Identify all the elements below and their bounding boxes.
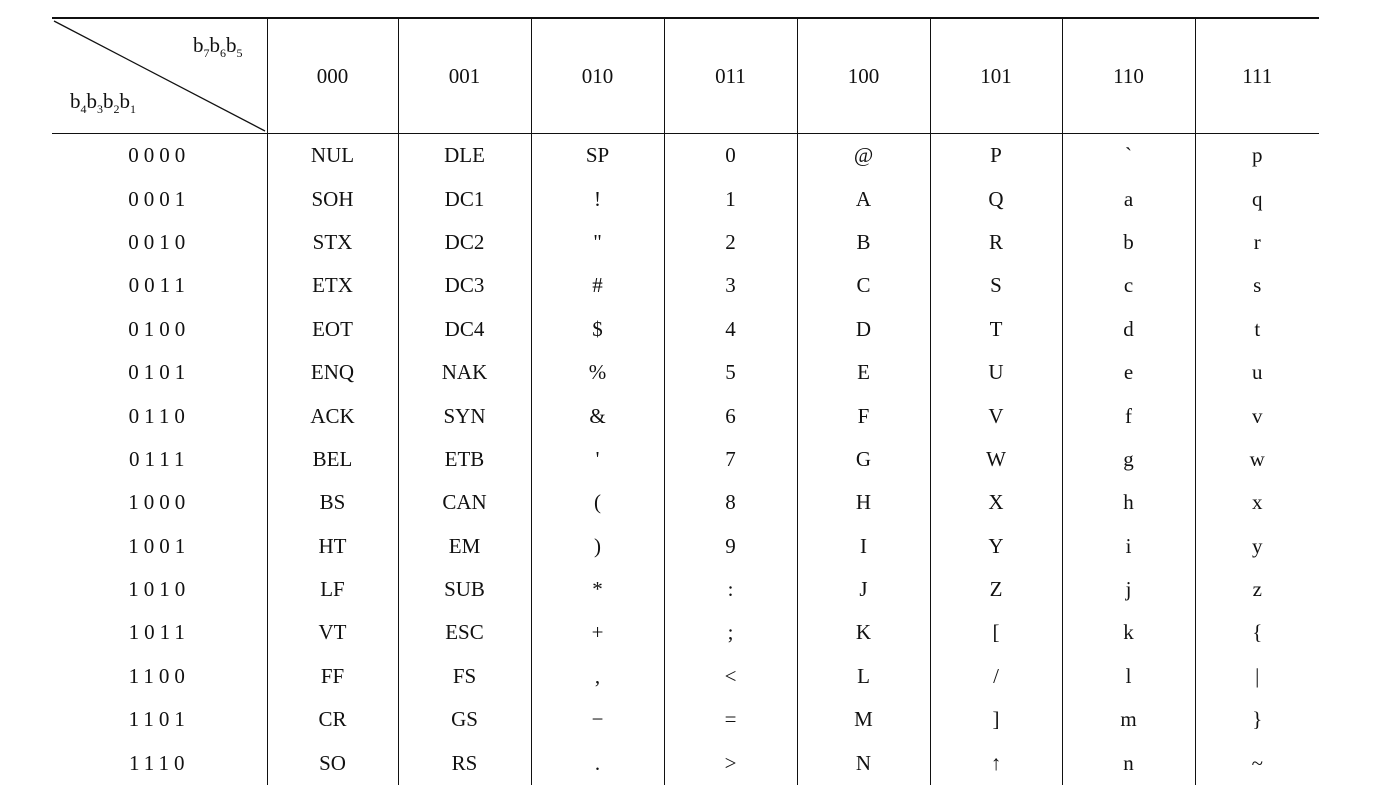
table-cell: $	[531, 308, 664, 351]
table-cell: C	[797, 264, 930, 307]
table-cell: v	[1252, 403, 1263, 428]
table-cell: )	[531, 525, 664, 568]
table-cell: U	[930, 351, 1062, 394]
table-cell: L	[797, 655, 930, 698]
table-row	[52, 698, 1319, 741]
table-cell: N	[797, 741, 930, 784]
table-cell: e	[1062, 351, 1195, 394]
table-cell: %	[531, 351, 664, 394]
table-cell: w	[1249, 446, 1265, 471]
table-cell: J	[797, 568, 930, 611]
table-cell: Z	[930, 568, 1062, 611]
table-cell: BEL	[267, 438, 398, 481]
table-row	[52, 611, 1319, 654]
table-row	[52, 741, 1319, 784]
table-cell: m	[1062, 698, 1195, 741]
table-cell: 7	[664, 438, 797, 481]
header-row	[52, 18, 1319, 134]
table-cell: SUB	[398, 568, 531, 611]
table-cell: Q	[930, 177, 1062, 220]
row-label: 0000	[52, 134, 267, 178]
table-cell: 4	[664, 308, 797, 351]
table-cell: SP	[531, 134, 664, 178]
table-cell: ~	[1251, 750, 1263, 775]
table-cell: d	[1062, 308, 1195, 351]
table-row	[52, 221, 1319, 264]
table-cell: F	[797, 394, 930, 437]
table-cell: y	[1252, 533, 1263, 558]
table-cell: !	[531, 177, 664, 220]
table-row	[52, 438, 1319, 481]
table-cell: EM	[398, 525, 531, 568]
table-cell: h	[1062, 481, 1195, 524]
table-cell: b	[1062, 221, 1195, 264]
table-cell: a	[1062, 177, 1195, 220]
table-cell: M	[797, 698, 930, 741]
table-cell: SO	[267, 741, 398, 784]
table-cell: STX	[267, 221, 398, 264]
table-cell: NAK	[398, 351, 531, 394]
table-cell: −	[531, 698, 664, 741]
table-cell: /	[930, 655, 1062, 698]
table-row	[52, 655, 1319, 698]
table-cell: I	[797, 525, 930, 568]
table-cell: 6	[664, 394, 797, 437]
column-header: 101	[930, 18, 1062, 134]
table-cell: CR	[267, 698, 398, 741]
table-cell: ;	[664, 611, 797, 654]
row-label: 1010	[52, 568, 267, 611]
table-row	[52, 134, 1319, 178]
ascii-code-table	[52, 17, 1319, 785]
table-cell: T	[930, 308, 1062, 351]
table-cell: 9	[664, 525, 797, 568]
table-row	[52, 177, 1319, 220]
table-cell: #	[531, 264, 664, 307]
table-cell: k	[1062, 611, 1195, 654]
table-cell: FF	[267, 655, 398, 698]
low-bits-label: $b_4b_3b_2b_1$	[70, 88, 136, 116]
table-cell: Y	[930, 525, 1062, 568]
table-cell: DC2	[398, 221, 531, 264]
table-cell: ↑	[930, 741, 1062, 784]
table-cell: ]	[930, 698, 1062, 741]
table-cell: r	[1253, 229, 1261, 254]
table-cell: G	[797, 438, 930, 481]
table-row	[52, 264, 1319, 307]
table-cell: BS	[267, 481, 398, 524]
table-cell: LF	[267, 568, 398, 611]
table-cell: :	[664, 568, 797, 611]
table-cell: *	[531, 568, 664, 611]
table-cell: .	[531, 741, 664, 784]
row-label: 1000	[52, 481, 267, 524]
table-cell: D	[797, 308, 930, 351]
row-label: 0010	[52, 221, 267, 264]
table-cell: c	[1062, 264, 1195, 307]
table-cell: [	[930, 611, 1062, 654]
table-cell: DC3	[398, 264, 531, 307]
table-row	[52, 308, 1319, 351]
table-cell: x	[1252, 490, 1263, 515]
column-header: 001	[398, 18, 531, 134]
table-row	[52, 394, 1319, 437]
table-cell: <	[664, 655, 797, 698]
table-row	[52, 351, 1319, 394]
table-cell: t	[1254, 316, 1261, 341]
table-cell: n	[1062, 741, 1195, 784]
table-cell: i	[1062, 525, 1195, 568]
table-cell: V	[930, 394, 1062, 437]
table-cell: q	[1252, 186, 1263, 211]
column-header: 110	[1062, 18, 1195, 134]
table-cell: }	[1252, 707, 1263, 732]
table-cell: =	[664, 698, 797, 741]
table-cell: f	[1062, 394, 1195, 437]
row-label: 1100	[52, 655, 267, 698]
table-cell: |	[1255, 663, 1260, 688]
table-cell: W	[930, 438, 1062, 481]
table-cell: l	[1062, 655, 1195, 698]
table-cell: s	[1253, 273, 1262, 298]
table-cell: K	[797, 611, 930, 654]
table-cell: VT	[267, 611, 398, 654]
table-cell: ETX	[267, 264, 398, 307]
table-cell: g	[1062, 438, 1195, 481]
table-cell: X	[930, 481, 1062, 524]
table-cell: H	[797, 481, 930, 524]
table-cell: EOT	[267, 308, 398, 351]
table-cell: (	[531, 481, 664, 524]
table-cell: DLE	[398, 134, 531, 178]
table-cell: j	[1062, 568, 1195, 611]
table-cell: `	[1062, 134, 1195, 178]
table-cell: p	[1252, 143, 1263, 168]
row-label: 1011	[52, 611, 267, 654]
table-cell: @	[797, 134, 930, 178]
table-cell: 3	[664, 264, 797, 307]
table-cell: E	[797, 351, 930, 394]
table-cell: z	[1252, 577, 1262, 602]
table-cell: 1	[664, 177, 797, 220]
table-cell: CAN	[398, 481, 531, 524]
table-row	[52, 525, 1319, 568]
row-label: 0101	[52, 351, 267, 394]
table-cell: FS	[398, 655, 531, 698]
table-cell: ESC	[398, 611, 531, 654]
table-cell: 0	[664, 134, 797, 178]
table-cell: ACK	[267, 394, 398, 437]
row-label: 1001	[52, 525, 267, 568]
row-label: 0110	[52, 394, 267, 437]
column-header: 011	[664, 18, 797, 134]
table-cell: '	[531, 438, 664, 481]
table-cell: A	[797, 177, 930, 220]
table-cell: HT	[267, 525, 398, 568]
table-cell: +	[531, 611, 664, 654]
row-label: 1110	[52, 741, 267, 784]
corner-header	[52, 18, 267, 134]
table-cell: NUL	[267, 134, 398, 178]
table-cell: GS	[398, 698, 531, 741]
column-header: 000	[267, 18, 398, 134]
table-cell: 8	[664, 481, 797, 524]
row-label: 0011	[52, 264, 267, 307]
row-label: 0001	[52, 177, 267, 220]
table-cell: 5	[664, 351, 797, 394]
column-header: 100	[797, 18, 930, 134]
table-cell: B	[797, 221, 930, 264]
table-row	[52, 481, 1319, 524]
table-cell: ENQ	[267, 351, 398, 394]
table-cell: &	[531, 394, 664, 437]
table-cell: SYN	[398, 394, 531, 437]
row-label: 0111	[52, 438, 267, 481]
row-label: 0100	[52, 308, 267, 351]
table-cell: S	[930, 264, 1062, 307]
row-label: 1101	[52, 698, 267, 741]
table-cell: DC4	[398, 308, 531, 351]
high-bits-label: $b_7b_6b_5$	[193, 33, 243, 61]
table-cell: P	[930, 134, 1062, 178]
table-cell: DC1	[398, 177, 531, 220]
table-cell: {	[1252, 620, 1263, 645]
table-row	[52, 568, 1319, 611]
column-header: 111	[1195, 18, 1319, 134]
table-cell: R	[930, 221, 1062, 264]
table-cell: 2	[664, 221, 797, 264]
table-cell: ETB	[398, 438, 531, 481]
table-cell: SOH	[267, 177, 398, 220]
column-header: 010	[531, 18, 664, 134]
table-cell: >	[664, 741, 797, 784]
table-cell: u	[1252, 360, 1263, 385]
table-cell: ,	[531, 655, 664, 698]
table-body	[52, 134, 1319, 785]
table-cell: RS	[398, 741, 531, 784]
table-cell: "	[531, 221, 664, 264]
